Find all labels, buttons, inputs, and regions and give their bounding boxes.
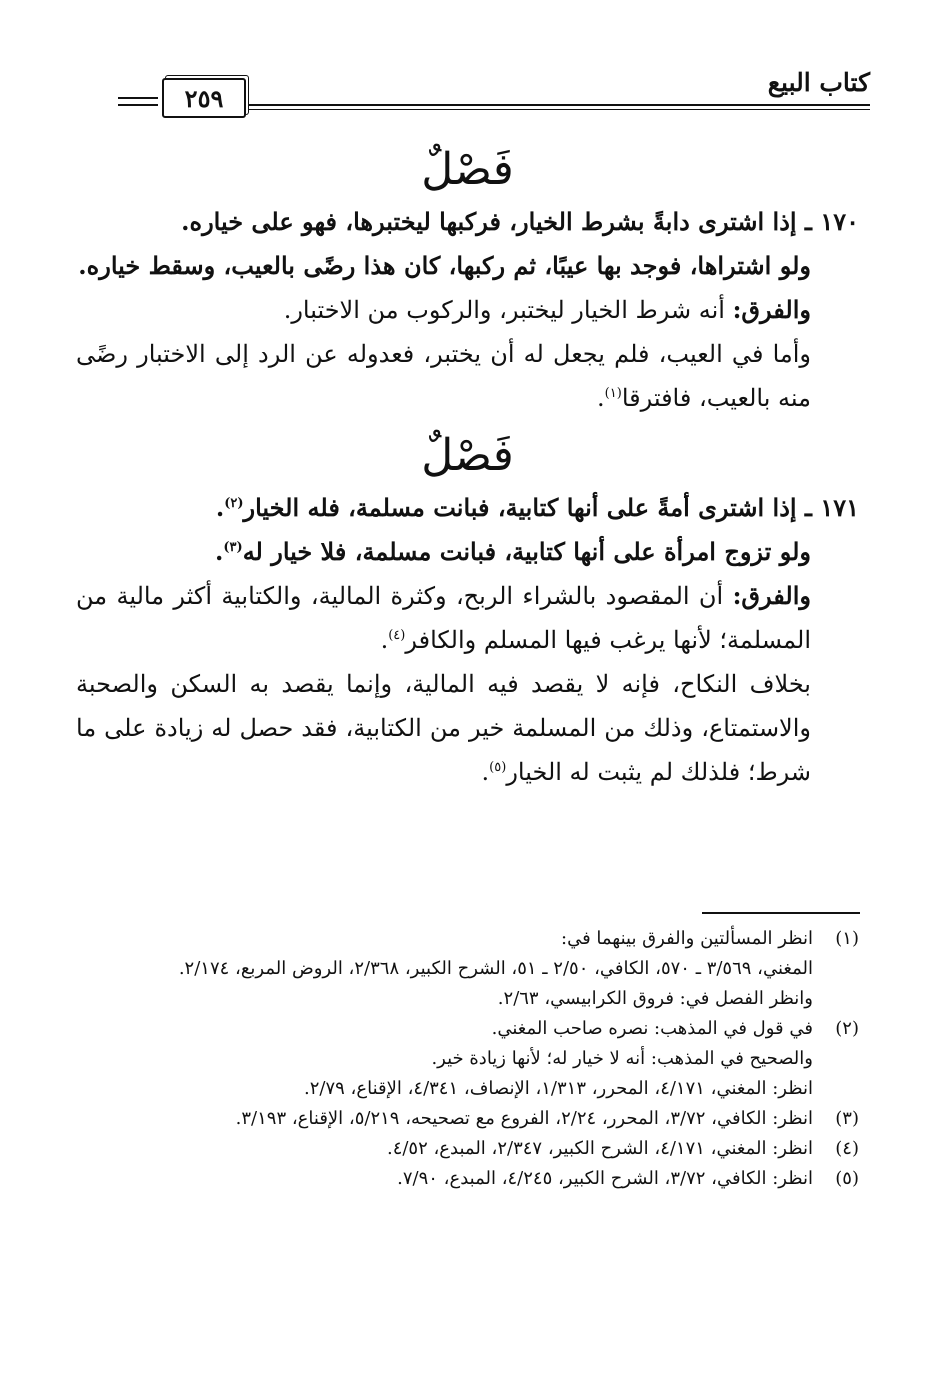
section-heading: فَصْلٌ (421, 144, 514, 195)
difference-text: أن المقصود بالشراء الربح، وكثرة المالية، والكتابية أكثر مالية من المسلمة؛ لأنها يرغب فيها المسلم والكافر (76, 582, 811, 654)
footnote-body (76, 1104, 813, 1134)
difference-paragraph (76, 574, 859, 662)
footnote-line: انظر: الكافي، ٣/٧٢، الشرح الكبير، ٤/٢٤٥، المبدع، ٧/٩٠. (397, 1168, 813, 1189)
paragraph-text: ولو تزوج امرأة على أنها كتابية، فبانت مسلمة، فلا خيار له (242, 537, 811, 566)
counter-issue: ولو اشتراها، فوجد بها عيبًا، ثم ركبها، كان هذا رضًى بالعيب، وسقط خياره. (78, 251, 811, 280)
footnote-number: (٣) (835, 1108, 859, 1129)
footnote-number: (١) (835, 928, 859, 949)
footnote-number: (٤) (835, 1138, 859, 1159)
footnote-ref[interactable]: (٤) (388, 628, 406, 643)
main-text (76, 140, 859, 794)
footnote-body (76, 924, 813, 1014)
footnote-line: والصحيح في المذهب: أنه لا خيار له؛ لأنها زيادة خير. (431, 1048, 813, 1069)
footnote (76, 1104, 859, 1134)
issue-statement: ١٧٠ ـ إذا اشترى دابةً بشرط الخيار، فركبها ليختبرها، فهو على خياره. (181, 207, 859, 236)
paragraph-end: . (481, 758, 490, 786)
page-number: ٢٥٩ (184, 83, 224, 113)
difference-label: والفرق: (732, 581, 811, 610)
footnotes (76, 924, 859, 1194)
header-rule (246, 104, 870, 110)
footnote-ref[interactable]: (١) (604, 386, 622, 401)
footnote-line: في قول في المذهب: نصره صاحب المغني. (491, 1018, 813, 1039)
header-rule-left (118, 97, 158, 106)
footnote-number: (٢) (835, 1018, 859, 1039)
footnote-line: وانظر الفصل في: فروق الكرابيسي، ٢/٦٣. (497, 988, 813, 1009)
footnote-ref[interactable]: (٢) (224, 496, 244, 511)
paragraph-text: وأما في العيب، فلم يجعل له أن يختبر، فعدوله عن الرد إلى الاختبار رضًى منه بالعيب، فافترقا (76, 340, 812, 412)
footnote-separator (702, 912, 860, 914)
paragraph-end: . (215, 537, 224, 566)
explanation-paragraph (76, 662, 859, 794)
footnote (76, 1134, 859, 1164)
paragraph-text: ١٧١ ـ إذا اشترى أمةً على أنها كتابية، فبانت مسلمة، فله الخيار (243, 493, 859, 522)
difference-paragraph (76, 288, 859, 332)
footnote-ref[interactable]: (٥) (489, 760, 507, 775)
issue-statement (76, 486, 859, 530)
page-header (118, 66, 870, 118)
running-title: كتاب البيع (767, 68, 870, 97)
paragraph-end: . (215, 493, 225, 522)
footnote (76, 1164, 859, 1194)
footnote-body (76, 1134, 813, 1164)
footnote (76, 924, 859, 1014)
footnote-line: انظر: الكافي، ٣/٧٢، المحرر، ٢/٢٤، الفروع مع تصحيحه، ٥/٢١٩، الإقناع، ٣/١٩٣. (235, 1108, 813, 1129)
footnote-ref[interactable]: (٣) (223, 540, 243, 555)
paragraph-end: . (597, 384, 605, 412)
explanation-paragraph (76, 332, 859, 420)
footnote-body (76, 1014, 813, 1104)
footnote-body (76, 1164, 813, 1194)
footnote-line: انظر: المغني، ٤/١٧١، المحرر، ١/٣١٣، الإنصاف، ٤/٣٤١، الإقناع، ٢/٧٩. (304, 1078, 813, 1099)
section-heading: فَصْلٌ (421, 430, 514, 481)
counter-issue (76, 530, 859, 574)
difference-text: أنه شرط الخيار ليختبر، والركوب من الاختبار. (283, 296, 733, 324)
difference-label: والفرق: (732, 295, 811, 324)
footnote-line: انظر: المغني، ٤/١٧١، الشرح الكبير، ٢/٣٤٧، المبدع، ٤/٥٢. (386, 1138, 813, 1159)
footnote-number: (٥) (835, 1168, 859, 1189)
footnote-line: انظر المسألتين والفرق بينهما في: (561, 928, 813, 949)
footnote-line: المغني، ٣/٥٦٩ ـ ٥٧٠، الكافي، ٢/٥٠ ـ ٥١، الشرح الكبير، ٢/٣٦٨، الروض المربع، ٢/١٧٤. (178, 958, 813, 979)
footnote (76, 1014, 859, 1104)
paragraph-text: بخلاف النكاح، فإنه لا يقصد فيه المالية، وإنما يقصد به السكن والصحبة والاستمتاع، وذلك من المسلمة خير من الكتابية، فقد حصل له زيادة على ما شرط؛ فلذلك لم يثبت له الخيار (76, 670, 811, 786)
page-number-frame (162, 78, 246, 118)
paragraph-end: . (380, 626, 389, 654)
